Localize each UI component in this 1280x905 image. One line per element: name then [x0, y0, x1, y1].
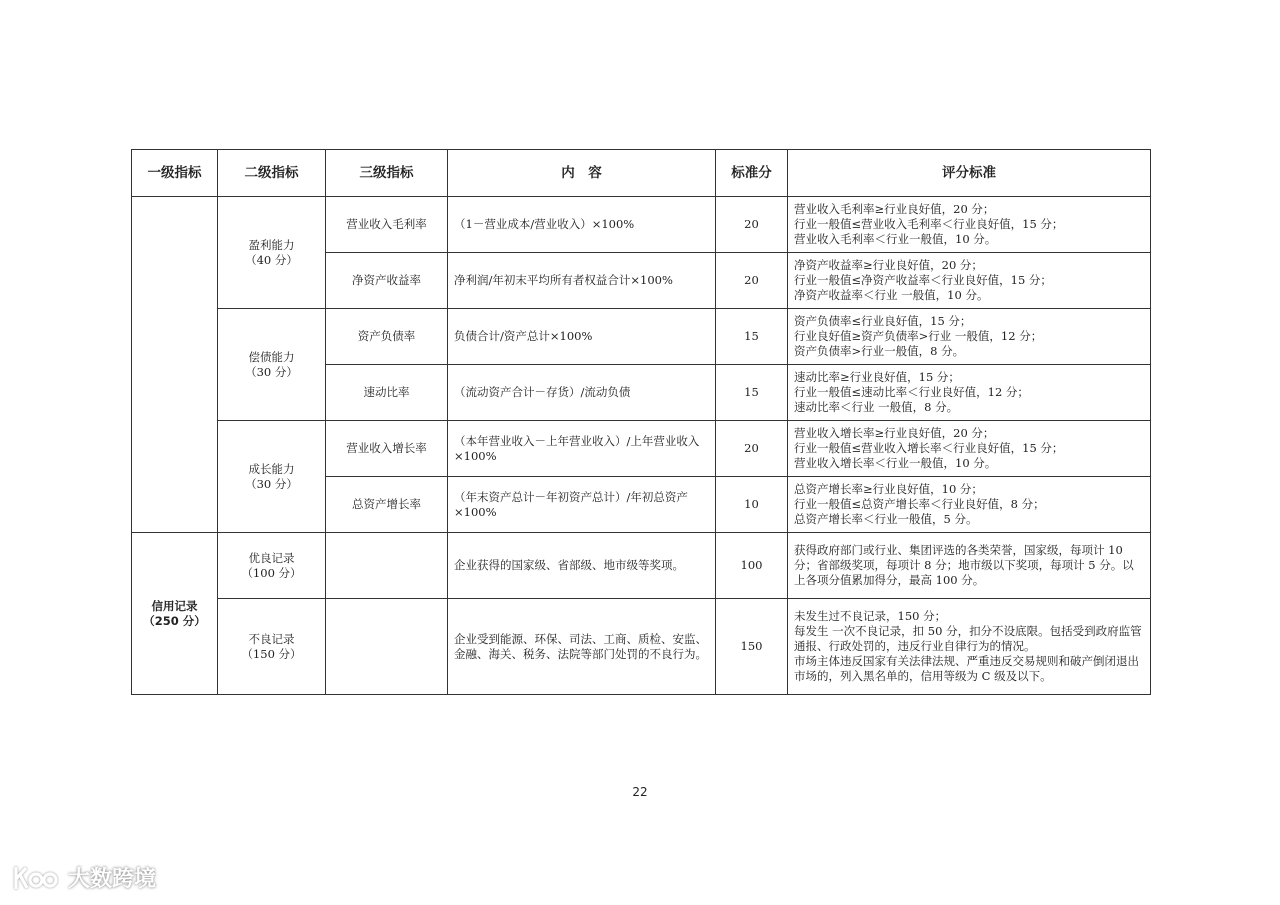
level3-cell: 营业收入增长率: [326, 421, 448, 477]
criteria-line: 未发生过不良记录，150 分；: [794, 609, 947, 623]
criteria-line: 行业一般值≤速动比率＜行业良好值，12 分；: [794, 385, 1029, 399]
criteria-line: 营业收入毛利率＜行业一般值，10 分。: [794, 232, 997, 246]
level2-name: 盈利能力: [248, 237, 295, 252]
table-row: [132, 197, 1151, 253]
criteria-line: 营业收入增长率＜行业一般值，10 分。: [794, 456, 997, 470]
level1-points: （250 分）: [143, 613, 206, 628]
level3-cell: 总资产增长率: [326, 477, 448, 533]
criteria-line: 每发生 一次不良记录，扣 50 分，扣分不设底限。包括受到政府监管通报、行政处罚的，违反行业自律行为的情况。: [794, 624, 1142, 653]
level2-points: （100 分）: [241, 565, 302, 580]
level2-name: 偿债能力: [248, 349, 295, 364]
table-row: [132, 421, 1151, 477]
watermark-text: 大数跨境: [68, 867, 157, 892]
criteria-cell: [788, 477, 1151, 533]
level2-cell: [218, 197, 326, 309]
level2-cell: [218, 599, 326, 695]
header-row: [132, 150, 1151, 197]
level2-cell: [218, 309, 326, 421]
criteria-line: 总资产增长率＜行业一般值，5 分。: [794, 512, 978, 526]
level1-cell: [132, 197, 218, 533]
level3-cell: 速动比率: [326, 365, 448, 421]
level2-points: （150 分）: [241, 646, 302, 661]
header-level1: 一级指标: [132, 150, 218, 197]
content-cell: 负债合计/资产总计×100%: [448, 309, 716, 365]
watermark: [12, 862, 156, 893]
kol-logo-icon: [12, 863, 60, 893]
level2-name: 优良记录: [248, 550, 295, 565]
level2-name: 成长能力: [248, 461, 295, 476]
criteria-line: 市场主体违反国家有关法律法规、严重违反交易规则和破产倒闭退出市场的，列入黑名单的，信用等级为 C 级及以下。: [794, 654, 1139, 683]
header-scoring-criteria: 评分标准: [788, 150, 1151, 197]
content-cell: （流动资产合计－存货）/流动负债: [448, 365, 716, 421]
table-row: [132, 533, 1151, 599]
table-row: [132, 599, 1151, 695]
criteria-cell: [788, 533, 1151, 599]
score-cell: 20: [716, 421, 788, 477]
content-cell: 净利润/年初末平均所有者权益合计×100%: [448, 253, 716, 309]
criteria-line: 行业一般值≤营业收入增长率＜行业良好值，15 分；: [794, 441, 1064, 455]
level3-cell: 营业收入毛利率: [326, 197, 448, 253]
criteria-cell: [788, 365, 1151, 421]
criteria-line: 净资产收益率≥行业良好值，20 分；: [794, 258, 983, 272]
criteria-line: 行业良好值≥资产负债率>行业 一般值，12 分；: [794, 329, 1043, 343]
level2-cell: [218, 421, 326, 533]
criteria-cell: [788, 197, 1151, 253]
criteria-cell: [788, 309, 1151, 365]
score-cell: 15: [716, 365, 788, 421]
criteria-line: 行业一般值≤营业收入毛利率＜行业良好值，15 分；: [794, 217, 1064, 231]
score-cell: 10: [716, 477, 788, 533]
level2-cell: [218, 533, 326, 599]
header-content: 内 容: [448, 150, 716, 197]
level2-name: 不良记录: [248, 631, 295, 646]
level3-cell: [326, 599, 448, 695]
criteria-line: 行业一般值≤净资产收益率＜行业良好值，15 分；: [794, 273, 1052, 287]
criteria-line: 速动比率≥行业良好值，15 分；: [794, 370, 960, 384]
criteria-line: 营业收入增长率≥行业良好值，20 分；: [794, 426, 995, 440]
content-cell: （1－营业成本/营业收入）×100%: [448, 197, 716, 253]
header-level2: 二级指标: [218, 150, 326, 197]
page-number: 22: [632, 785, 648, 799]
content-cell: （年末资产总计－年初资产总计）/年初总资产×100%: [448, 477, 716, 533]
content-cell: 企业获得的国家级、省部级、地市级等奖项。: [448, 533, 716, 599]
score-cell: 15: [716, 309, 788, 365]
level1-name: 信用记录: [151, 598, 198, 613]
score-cell: 150: [716, 599, 788, 695]
criteria-line: 资产负债率>行业一般值，8 分。: [794, 344, 965, 358]
criteria-line: 净资产收益率＜行业 一般值，10 分。: [794, 288, 989, 302]
criteria-line: 营业收入毛利率≥行业良好值，20 分；: [794, 202, 995, 216]
level2-points: （30 分）: [245, 364, 298, 379]
criteria-cell: [788, 253, 1151, 309]
criteria-line: 行业一般值≤总资产增长率＜行业良好值，8 分；: [794, 497, 1045, 511]
criteria-line: 获得政府部门或行业、集团评选的各类荣誉，国家级，每项计 10 分；省部级奖项，每项计 8 分；地市级以下奖项，每项计 5 分。以上各项分值累加得分，最高 100 分。: [794, 543, 1134, 587]
criteria-line: 资产负债率≤行业良好值，15 分；: [794, 314, 972, 328]
score-cell: 20: [716, 253, 788, 309]
level3-cell: 资产负债率: [326, 309, 448, 365]
level2-points: （40 分）: [245, 252, 298, 267]
content-cell: 企业受到能源、环保、司法、工商、质检、安监、金融、海关、税务、法院等部门处罚的不良行为。: [448, 599, 716, 695]
level3-cell: 净资产收益率: [326, 253, 448, 309]
criteria-cell: [788, 599, 1151, 695]
score-cell: 100: [716, 533, 788, 599]
criteria-line: 总资产增长率≥行业良好值，10 分；: [794, 482, 983, 496]
header-standard-score: 标准分: [716, 150, 788, 197]
level2-points: （30 分）: [245, 476, 298, 491]
content-cell: （本年营业收入－上年营业收入）/上年营业收入×100%: [448, 421, 716, 477]
level3-cell: [326, 533, 448, 599]
score-cell: 20: [716, 197, 788, 253]
criteria-cell: [788, 421, 1151, 477]
level1-cell: [132, 533, 218, 695]
table-row: [132, 309, 1151, 365]
scoring-table: [131, 149, 1151, 695]
header-level3: 三级指标: [326, 150, 448, 197]
criteria-line: 速动比率＜行业 一般值，8 分。: [794, 400, 959, 414]
